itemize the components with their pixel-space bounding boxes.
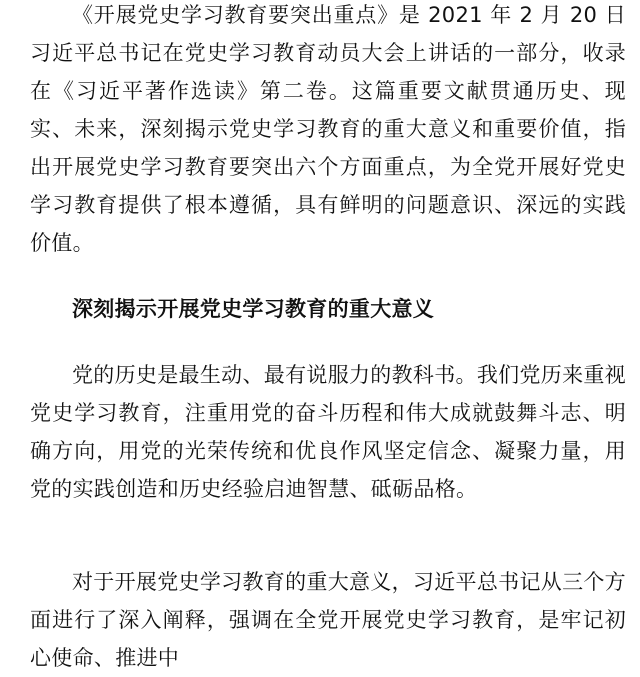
section-heading: 深刻揭示开展党史学习教育的重大意义 [72, 297, 435, 321]
intro-paragraph: 《开展党史学习教育要突出重点》是 2021 年 2 月 20 日习近平总书记在党史学习教育动员大会上讲话的一部分，收录在《习近平著作选读》第二卷。这篇重要文献贯通历史、现实、未来，深刻揭示党史学习教育的重大意义和重要价值，指出开展党史学习教育要突出六个方面重点，为全党开展好党史学习教育提供了根本遵循，具有鲜明的问题意识、深远的实践价值。 [30, 3, 626, 255]
significance-paragraph: 对于开展党史学习教育的重大意义，习近平总书记从三个方面进行了深入阐释，强调在全党开展党史学习教育，是牢记初心使命、推进中 [30, 570, 626, 670]
history-paragraph: 党的历史是最生动、最有说服力的教科书。我们党历来重视党史学习教育，注重用党的奋斗历程和伟大成就鼓舞斗志、明确方向，用党的光荣传统和优良作风坚定信念、凝聚力量，用党的实践创造和历史经验启迪智慧、砥砺品格。 [30, 363, 626, 501]
